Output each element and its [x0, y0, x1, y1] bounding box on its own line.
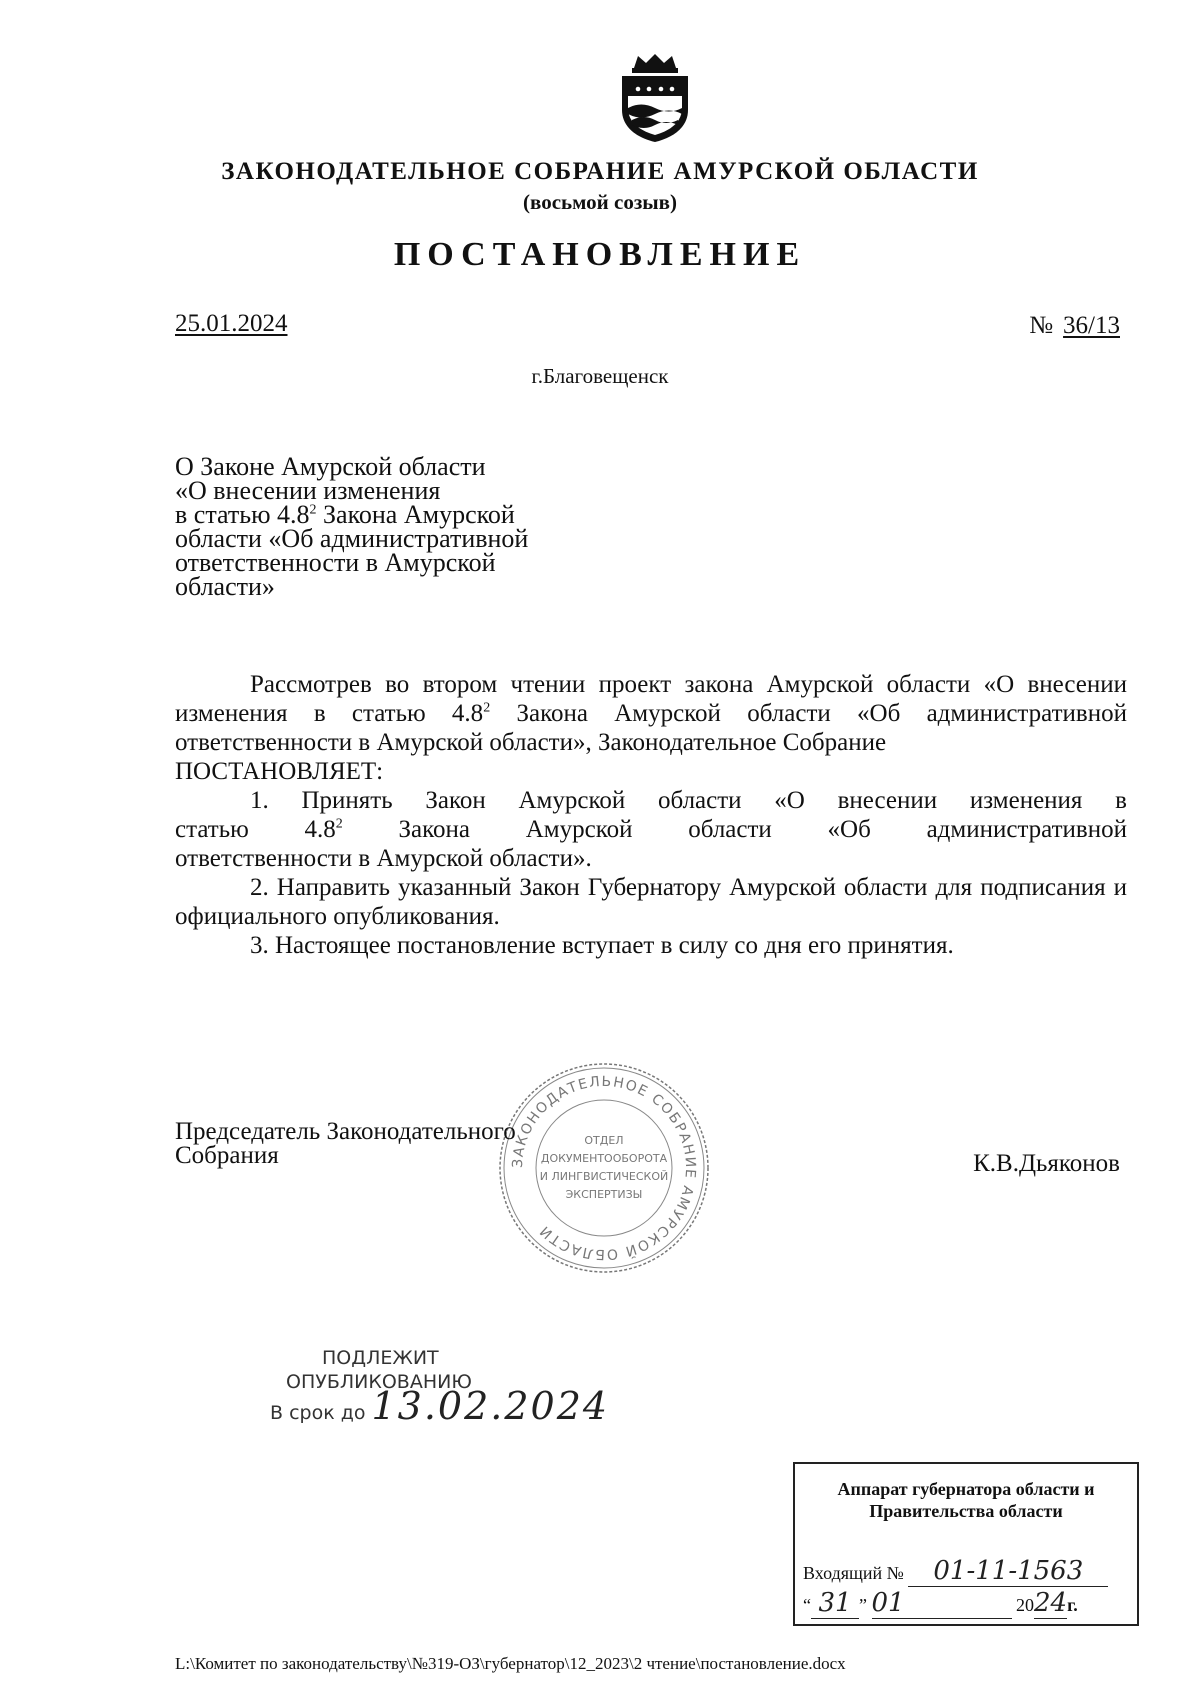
registration-stamp: Аппарат губернатора области и Правительства области Входящий № 01-11-1563 “ 31 ” 01 2024г. [793, 1462, 1139, 1626]
subject-line: области «Об административной [175, 524, 529, 553]
subject-line: в статью $4.8^2$ Закона Амурской [175, 500, 515, 529]
document-number [1029, 312, 1120, 340]
file-path-footer: L:\Комитет по законодательству\№319-ОЗ\губернатор\12_2023\2 чтение\постановление.docx [175, 1654, 846, 1673]
signatory-name: К.В.Дьяконов [973, 1150, 1120, 1177]
seal-text: ОТДЕЛ [584, 1134, 624, 1147]
item-1-line: ответственности в Амурской области». [175, 845, 592, 872]
city: г.Благовещенск [531, 364, 669, 388]
subject-line: О Законе Амурской области [175, 452, 486, 481]
subject-line: «О внесении изменения [175, 476, 441, 505]
document-body [175, 670, 1127, 960]
document-type: ПОСТАНОВЛЕНИЕ [393, 236, 807, 273]
round-seal [494, 1058, 714, 1278]
incoming-number-row: Входящий № 01-11-1563 [803, 1556, 1108, 1587]
coat-of-arms-icon [614, 52, 696, 144]
item-1-line: 1. Принять Закон Амурской области «О внесении изменения в [250, 787, 1127, 814]
svg-text:ЗАКОНОДАТЕЛЬНОЕ СОБРАНИЕ АМУРС [510, 1074, 698, 1262]
handwritten-date: 13.02.2024 [371, 1384, 610, 1428]
seal-ring-text: ЗАКОНОДАТЕЛЬНОЕ СОБРАНИЕ АМУРСКОЙ ОБЛАСТИ [509, 1073, 699, 1263]
signatory-title: Председатель Законодательного Собрания [175, 1118, 516, 1169]
document-date: 25.01.2024 [175, 310, 288, 337]
subject-block [175, 452, 595, 601]
publication-stamp: ПОДЛЕЖИТ ОПУБЛИКОВАНИЮ В срок до 13.02.2024 [270, 1347, 610, 1428]
subject-line: ответственности в Амурской [175, 548, 496, 577]
seal-text: ДОКУМЕНТООБОРОТА [540, 1152, 668, 1165]
seal-text: И ЛИНГВИСТИЧЕСКОЙ [539, 1170, 669, 1183]
resolves-heading: ПОСТАНОВЛЯЕТ: [175, 758, 384, 785]
preamble-paragraph: Рассмотрев во втором чтении проект закона Амурской области «О внесении изменения в статью $4.8^2$ Закона Амурской области «Об административной ответственности в Амурской области», Законодательное Собрание [175, 671, 1127, 756]
subject-line: области» [175, 572, 275, 601]
organization-title: ЗАКОНОДАТЕЛЬНОЕ СОБРАНИЕ АМУРСКОЙ ОБЛАСТИ [221, 158, 979, 185]
item-2: 2. Направить указанный Закон Губернатору Амурской области для подписания и официального опубликования. [175, 874, 1127, 930]
convocation: (восьмой созыв) [523, 190, 677, 214]
item-1-line: статью $4.8^2$ Закона Амурской области «Об административной [175, 816, 1127, 843]
incoming-date-row: “ 31 ” 01 2024г. [803, 1588, 1078, 1618]
incoming-number: 01-11-1563 [908, 1556, 1108, 1587]
number-sign: № [1029, 312, 1054, 339]
number-value: 36/13 [1063, 312, 1120, 339]
item-3: 3. Настоящее постановление вступает в силу со дня его принятия. [250, 932, 954, 959]
seal-text: ЭКСПЕРТИЗЫ [565, 1188, 643, 1201]
